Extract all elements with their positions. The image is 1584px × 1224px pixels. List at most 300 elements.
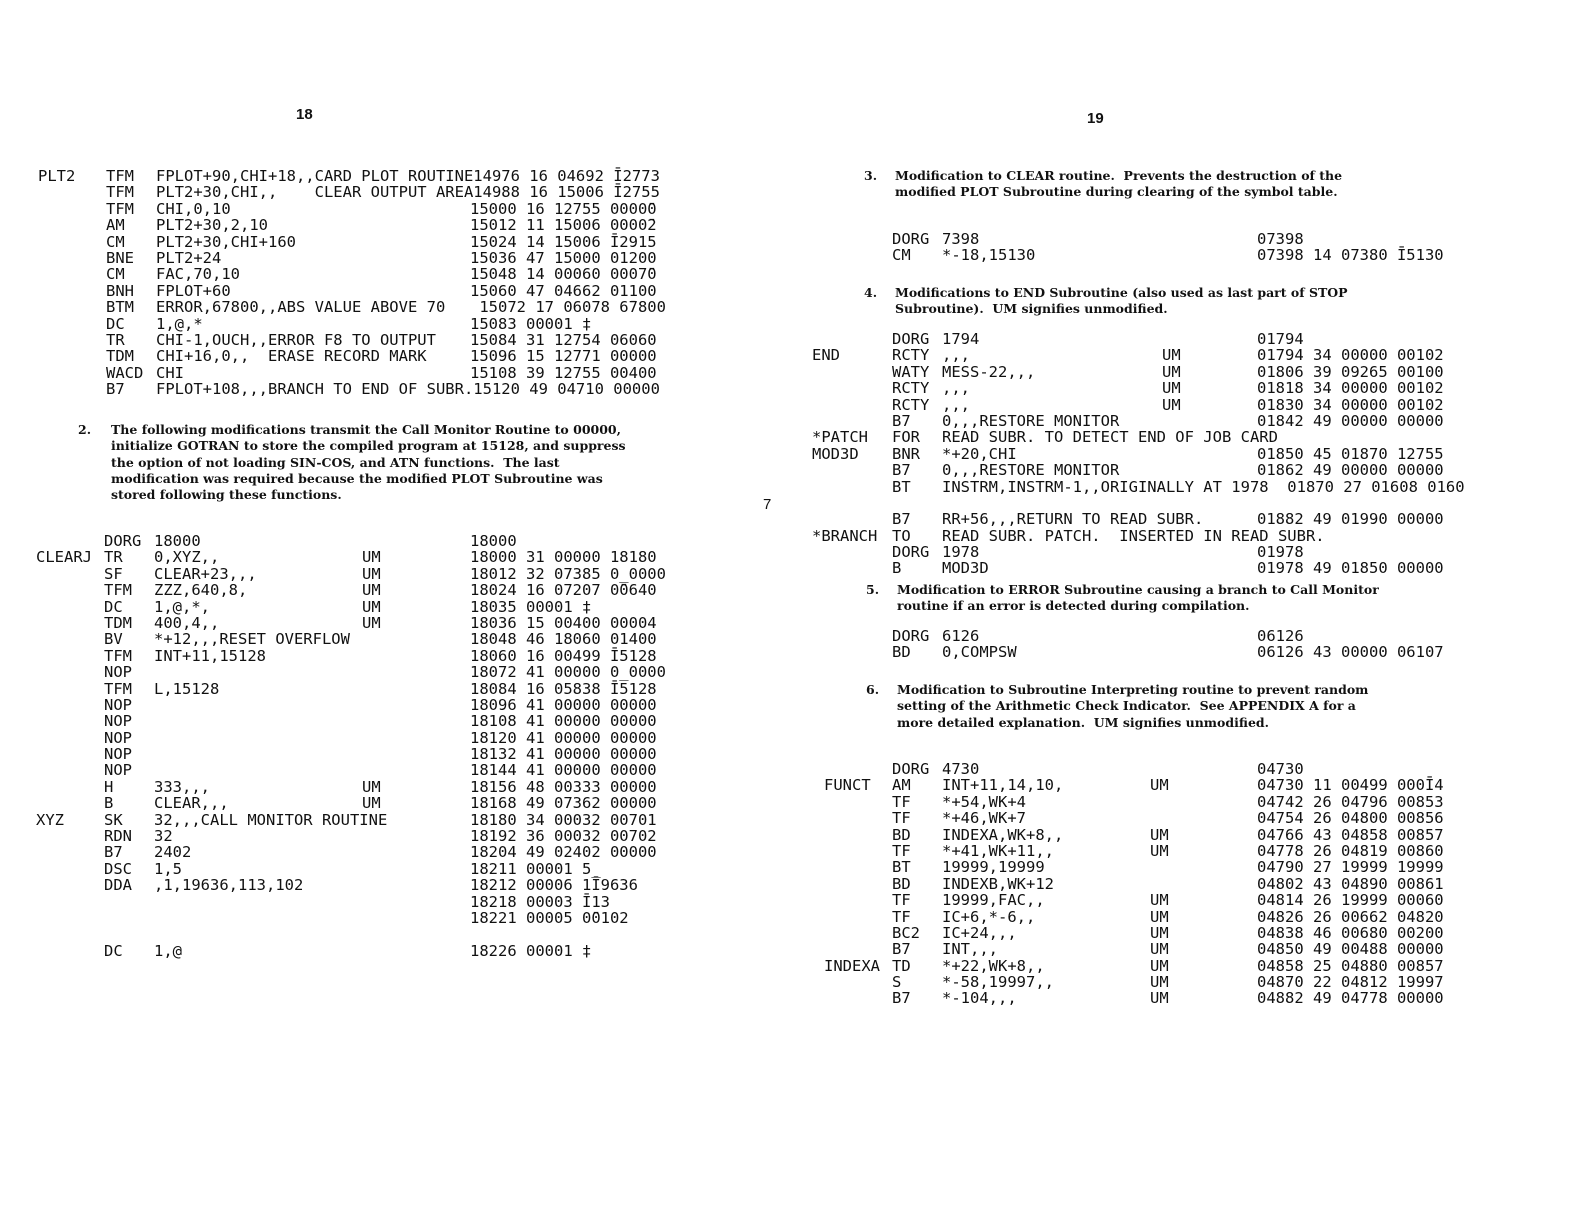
object-code: 15108 39 12755 00400: [470, 363, 657, 382]
opcode-field: B7: [892, 989, 911, 1008]
label-field: FUNCT: [824, 776, 871, 795]
code-line: [38, 168, 738, 184]
um-flag: UM: [1150, 776, 1169, 795]
opcode-field: BNH: [106, 281, 134, 300]
um-flag: UM: [1162, 362, 1181, 381]
page-number: 18: [296, 106, 313, 123]
opcode-field: BD: [892, 874, 911, 893]
opcode-field: TDM: [104, 613, 132, 632]
object-code: 04754 26 04800 00856: [1257, 809, 1444, 828]
object-code: 01862 49 00000 00000: [1257, 461, 1444, 480]
code-line: [38, 332, 738, 348]
object-code: 18060 16 00499 Ī5128: [470, 646, 657, 665]
operand-field: CLEAR,,,: [154, 794, 229, 813]
object-code: 18180 34 00032 00701: [470, 810, 657, 829]
object-code: 18084 16 05838 Ī5128: [470, 679, 657, 698]
object-code: 18048 46 18060 01400: [470, 630, 657, 649]
operand-field: CHI-1,OUCH,,ERROR F8 TO OUTPUT: [156, 330, 436, 349]
code-line: [824, 892, 1584, 908]
operand-field: 1,@,*,: [154, 597, 210, 616]
opcode-field: SK: [104, 810, 123, 829]
item-text: The following modifications transmit the Call Monitor Routine to 00000, initialize GOTRAN to store the compiled program at 15128, and suppress the option of not loading SIN-COS, and ATN functions. The last modification was required because the modified PLOT Subroutine was stored following these functions.: [111, 422, 630, 503]
object-code: 04882 49 04778 00000: [1257, 989, 1444, 1008]
code-line: [812, 528, 1582, 544]
object-code: 04730 11 00499 000Ī4: [1257, 776, 1444, 795]
operand-field: 4730: [942, 760, 980, 778]
code-line: [824, 925, 1584, 941]
operand-field: ,1,19636,113,102: [154, 876, 304, 895]
opcode-field: AM: [106, 216, 125, 235]
code-line: [812, 347, 1582, 363]
object-code: 01818 34 00000 00102: [1257, 379, 1444, 398]
code-line: [38, 381, 738, 397]
object-code: 04730: [1257, 760, 1304, 778]
um-flag: UM: [1150, 973, 1169, 992]
operand-field: ZZZ,640,8,: [154, 581, 248, 600]
object-code: 01882 49 01990 00000: [1257, 510, 1444, 529]
operand-field: 7398: [942, 230, 980, 248]
object-code: 04870 22 04812 19997: [1257, 973, 1444, 992]
code-line: [824, 843, 1584, 859]
object-code: 15083 00001 ‡: [470, 314, 592, 333]
operand-field: FPLOT+60: [156, 281, 231, 300]
code-line: [824, 827, 1584, 843]
opcode-field: TF: [892, 907, 911, 926]
item-number: 6.: [866, 682, 880, 697]
object-code: 15048 14 00060 0007̄0: [470, 265, 657, 284]
code-line: [824, 859, 1584, 875]
object-code: 18156 48 00333 00000: [470, 777, 657, 796]
operand-field: *-58,19997,,: [942, 973, 1054, 992]
opcode-field: FOR: [892, 428, 920, 447]
code-line: [38, 348, 738, 364]
code-line: [824, 941, 1584, 957]
code-line: [812, 446, 1582, 462]
code-line: [38, 299, 738, 315]
object-code: 18035 00001 ‡: [470, 597, 592, 616]
um-flag: UM: [1162, 395, 1181, 414]
opcode-field: DORG: [892, 230, 930, 248]
opcode-field: TD: [892, 956, 911, 975]
opcode-field: B7: [892, 940, 911, 959]
operand-field: 0,,,RESTORE MONITOR: [942, 461, 1120, 480]
label-field: END: [812, 346, 840, 365]
code-line: [812, 628, 1572, 644]
operand-field: READ SUBR. TO DETECT END OF JOB CARD: [942, 428, 1278, 447]
opcode-field: DSC: [104, 859, 132, 878]
opcode-field: WATY: [892, 362, 930, 381]
code-line: [36, 910, 736, 926]
object-code: 15096 15 12771 00000: [470, 347, 657, 366]
opcode-field: BD: [892, 825, 911, 844]
code-line: [36, 533, 736, 549]
code-line: [36, 713, 736, 729]
code-line: [36, 746, 736, 762]
object-code: 01850 45 01870 12755: [1257, 444, 1444, 463]
code-listing-clear-mod: [812, 231, 1572, 264]
object-code: 01794 34 00000 00102: [1257, 346, 1444, 365]
object-code: 18108 41 00000 00000: [470, 712, 657, 731]
operand-field: 0,COMPSW: [942, 643, 1017, 662]
object-code: 18120 41 00000 00000: [470, 728, 657, 747]
object-code: 06126 43 00000 06107: [1257, 643, 1444, 662]
object-code: 18204 49 02402 00000: [470, 843, 657, 862]
opcode-field: NOP: [104, 745, 132, 764]
code-line: [812, 462, 1582, 478]
code-line: [812, 331, 1582, 347]
label-field: *PATCH: [812, 428, 868, 447]
opcode-field: BTM: [106, 298, 134, 317]
object-code: 01830 34 00000 00102: [1257, 395, 1444, 414]
operand-field: INDEXB,WK+12: [942, 874, 1054, 893]
opcode-field: TF: [892, 792, 911, 811]
code-line: [824, 777, 1584, 793]
operand-field: *+46,WK+7: [942, 809, 1026, 828]
um-flag: UM: [1162, 346, 1181, 365]
code-line: [824, 974, 1584, 990]
operand-field: 32: [154, 827, 173, 846]
code-line: [38, 217, 738, 233]
code-line: [38, 201, 738, 217]
left-page: [0, 0, 740, 1224]
um-flag: UM: [362, 564, 381, 583]
operand-field: INT,,,: [942, 940, 998, 959]
operand-field: FPLOT+108,,,BRANCH TO END OF SUBR.15120 49 04710 00000: [156, 380, 660, 399]
operand-field: IC+24,,,: [942, 923, 1017, 942]
operand-field: CHI: [156, 363, 184, 382]
item-text: Modification to ERROR Subroutine causing a branch to Call Monitor routine if an error is detected during compilation.: [897, 582, 1384, 614]
code-line: [824, 909, 1584, 925]
opcode-field: CM: [106, 265, 125, 284]
object-code: 15072 17 06078 6̄7800: [470, 298, 666, 317]
opcode-field: DDA: [104, 876, 132, 895]
operand-field: ,,,: [942, 379, 970, 398]
operand-field: MOD3D: [942, 559, 989, 578]
operand-field: MESS-22,,,: [942, 362, 1036, 381]
code-line: [812, 544, 1582, 560]
opcode-field: NOP: [104, 663, 132, 682]
object-code: 18000: [470, 532, 517, 550]
code-line: [824, 761, 1584, 777]
um-flag: UM: [1150, 825, 1169, 844]
opcode-field: B: [892, 559, 902, 578]
operand-field: INT+11,14,10,: [942, 776, 1064, 795]
operand-field: *+22,WK+8,,: [942, 956, 1045, 975]
object-code: 04838 46 00680 00200: [1257, 923, 1444, 942]
um-flag: UM: [362, 548, 381, 567]
operand-field: *-18,15130: [942, 246, 1036, 265]
code-line: [824, 794, 1584, 810]
um-flag: UM: [1150, 989, 1169, 1008]
opcode-field: BD: [892, 643, 911, 662]
opcode-field: BT: [892, 477, 911, 496]
object-code: 04778 26 04819 00860: [1257, 841, 1444, 860]
code-line: [36, 877, 736, 893]
code-line: [36, 894, 736, 910]
operand-field: CLEAR+23,,,: [154, 564, 257, 583]
code-line: [812, 429, 1582, 445]
opcode-field: DC: [104, 941, 123, 960]
um-flag: UM: [362, 597, 381, 616]
opcode-field: TFM: [106, 199, 134, 218]
opcode-field: BNE: [106, 248, 134, 267]
operand-field: 2402: [154, 843, 192, 862]
opcode-field: TFM: [106, 167, 134, 185]
operand-field: 19999,19999: [942, 858, 1045, 877]
opcode-field: B7: [106, 380, 125, 399]
code-line: [36, 762, 736, 778]
code-listing-plt2: [38, 168, 738, 397]
page-number: 19: [1087, 110, 1104, 127]
code-line: [38, 316, 738, 332]
um-flag: UM: [362, 613, 381, 632]
object-code: 15036 47 15000 01200: [470, 248, 657, 267]
object-code: 01806 39 09265 00100: [1257, 362, 1444, 381]
operand-field: 1978: [942, 543, 980, 562]
um-flag: UM: [362, 581, 381, 600]
operand-field: *+41,WK+11,,: [942, 841, 1054, 860]
object-code: 15012 11 15006 0000̄2: [470, 216, 657, 235]
um-flag: UM: [1150, 940, 1169, 959]
object-code: 04742 26 04796 00853: [1257, 792, 1444, 811]
code-line: [812, 380, 1582, 396]
code-line: [36, 844, 736, 860]
code-line: [812, 397, 1582, 413]
opcode-field: WACD: [106, 363, 144, 382]
opcode-field: CM: [106, 232, 125, 251]
operand-field: RR+56,,,RETURN TO READ SUBR.: [942, 510, 1204, 529]
operand-field: 1,@,*: [156, 314, 203, 333]
operand-field: 18000: [154, 532, 201, 550]
operand-field: CHI,0,10: [156, 199, 231, 218]
object-code: 18192 36 00032 00702: [470, 827, 657, 846]
opcode-field: AM: [892, 776, 911, 795]
operand-field: INDEXA,WK+8,,: [942, 825, 1064, 844]
code-line: [812, 495, 1582, 511]
object-code: 01978 49 01850 00000: [1257, 559, 1444, 578]
opcode-field: S: [892, 973, 902, 992]
code-line: [824, 990, 1584, 1006]
object-code: 15024 14 15006 Ī2915: [470, 232, 657, 251]
code-listing-clearj: [36, 533, 736, 959]
opcode-field: TFM: [104, 581, 132, 600]
object-code: 15060 47 04662 01100: [470, 281, 657, 300]
opcode-field: B: [104, 794, 114, 813]
opcode-field: DORG: [892, 627, 930, 645]
opcode-field: RCTY: [892, 379, 930, 398]
opcode-field: TF: [892, 809, 911, 828]
opcode-field: B7: [892, 510, 911, 529]
label-field: PLT2: [38, 167, 76, 185]
operand-field: FPLOT+90,CHI+18,,CARD PLOT ROUTINE14976 16 04692 Ī2773: [156, 167, 660, 185]
item-number: 2.: [78, 422, 92, 437]
object-code: 18132 41 00000 00000: [470, 745, 657, 764]
operand-field: 19999,FAC,,: [942, 891, 1045, 910]
operand-field: L,15128: [154, 679, 220, 698]
code-line: [36, 795, 736, 811]
code-line: [36, 861, 736, 877]
opcode-field: SF: [104, 564, 123, 583]
code-line: [36, 664, 736, 680]
opcode-field: B7: [892, 411, 911, 430]
code-line: [36, 828, 736, 844]
code-line: [36, 582, 736, 598]
operand-field: 333,,,: [154, 777, 210, 796]
code-line: [36, 779, 736, 795]
code-line: [824, 876, 1584, 892]
opcode-field: RDN: [104, 827, 132, 846]
object-code: 18211 00001 5̲: [470, 859, 601, 878]
operand-field: 1794: [942, 330, 980, 348]
opcode-field: NOP: [104, 695, 132, 714]
operand-field: ,,,: [942, 346, 970, 365]
object-code: 18000 31 00000 18180: [470, 548, 657, 567]
um-flag: UM: [1150, 923, 1169, 942]
opcode-field: H: [104, 777, 114, 796]
object-code: 18072 41 00000 0̲0000: [470, 663, 666, 682]
code-line: [36, 943, 736, 959]
label-field: INDEXA: [824, 956, 880, 975]
code-listing-end-mod: [812, 331, 1582, 577]
um-flag: UM: [1150, 841, 1169, 860]
operand-field: 0,,,RESTORE MONITOR: [942, 411, 1120, 430]
code-line: [38, 250, 738, 266]
object-code: 01842 49 00000 00000: [1257, 411, 1444, 430]
object-code: 04766 43 04858 00857: [1257, 825, 1444, 844]
margin-mark: 7: [763, 496, 772, 513]
object-code: 18168 49 07362 00000: [470, 794, 657, 813]
opcode-field: RCTY: [892, 395, 930, 414]
code-line: [812, 644, 1572, 660]
label-field: *BRANCH: [812, 526, 878, 545]
operand-field: FAC,70,10: [156, 265, 240, 284]
item-number: 5.: [866, 582, 880, 597]
opcode-field: TFM: [104, 646, 132, 665]
code-line: [36, 648, 736, 664]
item-text: Modification to Subroutine Interpreting routine to prevent random setting of the Arithmetic Check Indicator. See APPENDIX A for a more detailed explanation. UM signifies unmodified.: [897, 682, 1373, 730]
operand-field: *+20,CHI: [942, 444, 1017, 463]
object-code: 01978: [1257, 543, 1304, 562]
object-code: 18036 15 00400 00004: [470, 613, 657, 632]
opcode-field: DORG: [104, 532, 142, 550]
opcode-field: TDM: [106, 347, 134, 366]
object-code: 04850 49 00488 00000: [1257, 940, 1444, 959]
opcode-field: DC: [104, 597, 123, 616]
opcode-field: B7: [104, 843, 123, 862]
opcode-field: TF: [892, 841, 911, 860]
item-number: 4.: [864, 285, 878, 300]
opcode-field: DORG: [892, 330, 930, 348]
operand-field: PLT2+30,CHI,, CLEAR OUTPUT AREA14988 16 15006 Ī2755: [156, 183, 660, 202]
label-field: MOD3D: [812, 444, 859, 463]
object-code: 18221 00005 0̄0102: [470, 908, 629, 927]
code-line: [36, 926, 736, 942]
object-code: 04802 43 04890 00861: [1257, 874, 1444, 893]
opcode-field: TFM: [106, 183, 134, 202]
object-code: 04790 27 19999 19999: [1257, 858, 1444, 877]
code-line: [36, 631, 736, 647]
um-flag: UM: [362, 777, 381, 796]
um-flag: UM: [362, 794, 381, 813]
operand-field: PLT2+30,2,10: [156, 216, 268, 235]
opcode-field: BT: [892, 858, 911, 877]
opcode-field: TR: [106, 330, 125, 349]
opcode-field: BNR: [892, 444, 920, 463]
opcode-field: TF: [892, 891, 911, 910]
object-code: 15000 16 12755 0000̄0: [470, 199, 657, 218]
operand-field: INSTRM,INSTRM-1,,ORIGINALLY AT 1978 01870 27 01608 0160: [942, 477, 1465, 496]
opcode-field: TR: [104, 548, 123, 567]
item-text: Modification to CLEAR routine. Prevents the destruction of the modified PLOT Subroutine during clearing of the symbol table.: [895, 168, 1347, 200]
item-text: Modifications to END Subroutine (also used as last part of STOP Subroutine). UM signifies unmodified.: [895, 285, 1352, 317]
opcode-field: NOP: [104, 728, 132, 747]
opcode-field: TO: [892, 526, 911, 545]
operand-field: ,,,: [942, 395, 970, 414]
item-number: 3.: [864, 168, 878, 183]
object-code: 07398: [1257, 230, 1304, 248]
code-line: [36, 549, 736, 565]
code-line: [38, 184, 738, 200]
operand-field: 32,,,CALL MONITOR ROUTINE: [154, 810, 388, 829]
object-code: 15084 31 12754 06060: [470, 330, 657, 349]
object-code: 06126: [1257, 627, 1304, 645]
operand-field: 1,5: [154, 859, 182, 878]
code-line: [812, 511, 1582, 527]
um-flag: UM: [1162, 379, 1181, 398]
label-field: XYZ: [36, 810, 64, 829]
code-line: [38, 283, 738, 299]
opcode-field: DC: [106, 314, 125, 333]
um-flag: UM: [1150, 907, 1169, 926]
code-line: [38, 365, 738, 381]
operand-field: ERROR,67800,,ABS VALUE ABOVE 70: [156, 298, 446, 317]
operand-field: *-104,,,: [942, 989, 1017, 1008]
object-code: 18226 00001 ‡: [470, 941, 592, 960]
object-code: 18024 16 07207 0̄0640: [470, 581, 657, 600]
code-line: [824, 810, 1584, 826]
code-line: [36, 681, 736, 697]
code-line: [812, 247, 1572, 263]
opcode-field: DORG: [892, 760, 930, 778]
object-code: 01794: [1257, 330, 1304, 348]
opcode-field: TFM: [104, 679, 132, 698]
opcode-field: RCTY: [892, 346, 930, 365]
opcode-field: B7: [892, 461, 911, 480]
label-field: CLEARJ: [36, 548, 92, 567]
code-line: [812, 479, 1582, 495]
object-code: 18096 41 00000 00000: [470, 695, 657, 714]
code-line: [36, 697, 736, 713]
right-page: [800, 0, 1584, 1224]
code-line: [38, 266, 738, 282]
operand-field: READ SUBR. PATCH. INSERTED IN READ SUBR.: [942, 526, 1325, 545]
code-line: [812, 413, 1582, 429]
code-line: [36, 812, 736, 828]
code-line: [36, 615, 736, 631]
opcode-field: BV: [104, 630, 123, 649]
code-listing-funct-mod: [824, 761, 1584, 1007]
code-line: [812, 231, 1572, 247]
object-code: 04858 25 04880 00857: [1257, 956, 1444, 975]
object-code: 04826 26 00662 04820: [1257, 907, 1444, 926]
object-code: 18012 32 07385 0̲0000: [470, 564, 666, 583]
code-line: [812, 560, 1582, 576]
opcode-field: NOP: [104, 761, 132, 780]
code-line: [824, 958, 1584, 974]
object-code: 04814 26 19999 00060: [1257, 891, 1444, 910]
opcode-field: NOP: [104, 712, 132, 731]
object-code: 18218 00003 Ī13: [470, 892, 610, 911]
